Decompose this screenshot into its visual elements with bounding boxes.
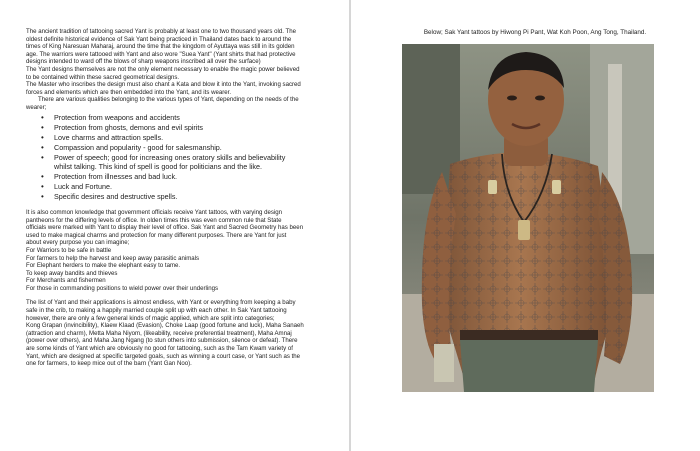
text-line: For Merchants and fishermen bbox=[26, 277, 106, 285]
text-line: The Yant designs themselves are not the only element necessary to enable the magic power believed bbox=[26, 65, 300, 73]
list-item: • Protection from weapons and accidents bbox=[54, 113, 339, 123]
text-line: wearer; bbox=[26, 103, 47, 111]
text-line: It is also common knowledge that government officials receive Yant tattoos, with varying design bbox=[26, 208, 283, 216]
list-item: • Luck and Fortune. bbox=[54, 182, 339, 192]
right-eye bbox=[535, 96, 545, 101]
text-line: to be contained within these sacred geometrical designs. bbox=[26, 73, 180, 81]
list-item: • Specific desires and destructive spells. bbox=[54, 192, 339, 202]
text-line: There are various qualities belonging to the various types of Yant, depending on the needs of the bbox=[38, 96, 299, 104]
text-line: Yant, which are designed at specific targeted goals, such as winning a court case, or Yant such as the bbox=[26, 352, 301, 360]
text-line: pantheons for the differing levels of office. In olden times this was even common rule that State bbox=[26, 216, 282, 224]
trousers bbox=[460, 340, 598, 392]
text-line: For those in commanding positions to wield power over their underlings bbox=[26, 284, 219, 292]
text-line: forces and elements which are then embedded into the Yant, and its wearer. bbox=[26, 88, 232, 96]
text-line: (power over others), and Maha Jang Ngang (to stun others into submission, silence or defeat). There bbox=[26, 337, 298, 345]
text-line: age. The warriors were tattooed with Yant and also wore "Suea Yant" (Yant shirts that had protective bbox=[26, 50, 296, 58]
text-line: The ancient tradition of tattooing sacred Yant is probably at least one to two thousand years old. The bbox=[26, 28, 296, 35]
amulet-left bbox=[488, 180, 497, 194]
hand-cloth bbox=[434, 344, 454, 382]
text-line: are some kinds of Yant which are obviously no good for tattooing, such as the Tam Kwam variety of bbox=[26, 345, 293, 353]
text-line: For farmers to help the harvest and keep away parasitic animals bbox=[26, 254, 200, 262]
text-line: one for farmers, to keep mice out of the barn (Yant Gan Noo). bbox=[26, 360, 192, 368]
text-line: oldest definite historical evidence of Sak Yant being practiced in Thailand dates back to around the bbox=[26, 35, 292, 43]
left-page bbox=[0, 0, 349, 451]
amulet-center bbox=[518, 220, 530, 240]
text-line: designs intended to ward off the blows of sharp weapons inscribed all over the surface) bbox=[26, 58, 261, 66]
text-line: To keep away bandits and thieves bbox=[26, 269, 118, 277]
text-line: (attraction and charm), Metta Maha Niyom, (likeability, receive preferential treatment), Maha Amnaj bbox=[26, 329, 292, 337]
qualities-intro bbox=[26, 96, 339, 111]
text-line: times of King Naresuan Maharaj, around the time that the kingdom of Ayuttaya was still in its golden bbox=[26, 43, 295, 51]
photo-caption: Below; Sak Yant tattoos by Hiwong Pi Pant, Wat Koh Poon, Ang Tong, Thailand. bbox=[423, 29, 647, 36]
qualities-list bbox=[26, 113, 339, 202]
intro-paragraph bbox=[26, 28, 339, 96]
text-line: officials were marked with Yant to display their level of office. Sak Yant and Sacred Geometry has been bbox=[26, 224, 304, 232]
text-line: The list of Yant and their applications is almost endless, with Yant or everything from keeping a baby bbox=[26, 299, 296, 307]
yant-list-paragraph bbox=[26, 299, 339, 367]
belt bbox=[460, 330, 598, 340]
text-line: safe in the crib, to making a happily married couple split up with each other. In Sak Yant tattooing bbox=[26, 307, 287, 315]
text-line: about every purpose you can imagine; bbox=[26, 239, 130, 247]
list-item: • Protection from illnesses and bad luck. bbox=[54, 172, 339, 182]
list-item: • Love charms and attraction spells. bbox=[54, 133, 339, 143]
text-line: used to make magical charms and protection for many different purposes. There are Yant for just bbox=[26, 231, 287, 239]
text-line: The Master who inscribes the design must also chant a Kata and blow it into the Yant, invoking sacred bbox=[26, 81, 301, 89]
tattoo-photo bbox=[402, 44, 654, 392]
list-item-line: Power of speech; good for increasing ones oratory skills and believability bbox=[54, 152, 286, 162]
list-item: • Compassion and popularity - good for salesmanship. bbox=[54, 143, 339, 153]
amulet-right bbox=[552, 180, 561, 194]
officials-paragraph bbox=[26, 209, 339, 293]
list-item-line: whilst talking. This kind of spell is good for politicians and the like. bbox=[54, 161, 263, 171]
text-line: however, there are only a few general kinds of magic applied, which are split into categories; bbox=[26, 314, 275, 322]
text-line: Kong Grapan (invincibility), Klaew Klaad (Evasion), Choke Laap (good fortune and luck), Maha Sanaeh bbox=[26, 322, 304, 330]
left-eye bbox=[507, 96, 517, 101]
list-item: • Protection from ghosts, demons and evil spirits bbox=[54, 123, 339, 133]
text-line: For Warriors to be safe in battle bbox=[26, 246, 112, 254]
text-line: For Elephant herders to make the elephant easy to tame. bbox=[26, 262, 181, 270]
list-item bbox=[54, 153, 339, 171]
